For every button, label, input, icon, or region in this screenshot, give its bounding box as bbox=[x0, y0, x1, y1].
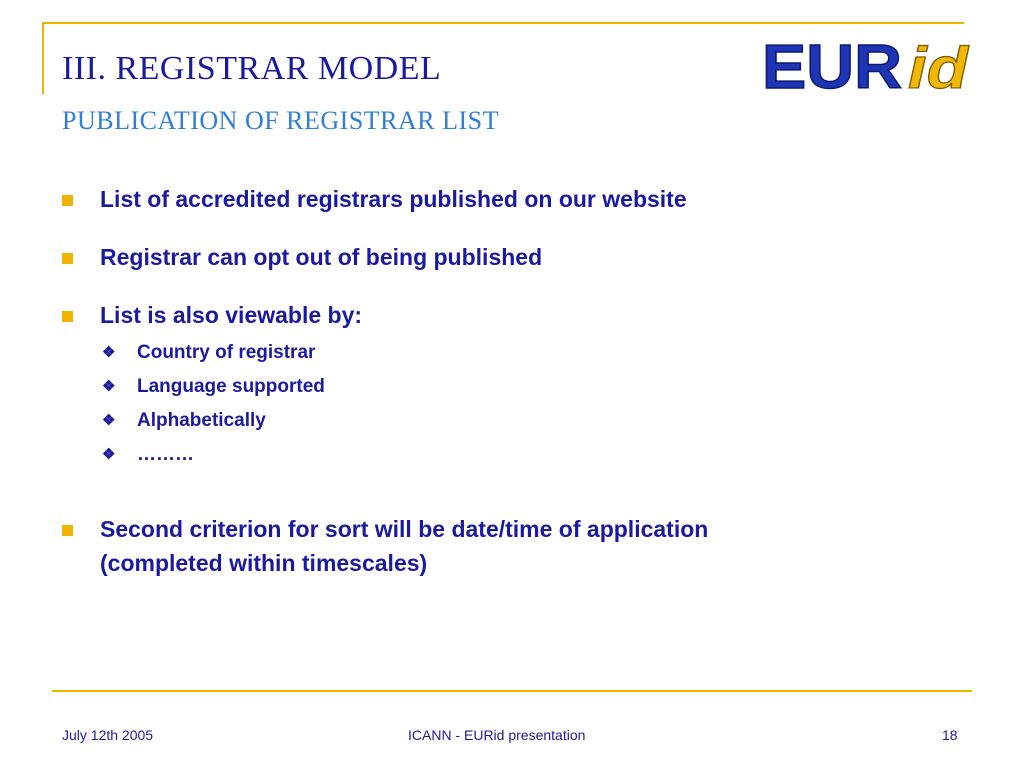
bullet-item-4 bbox=[62, 512, 962, 580]
logo-main-text: EUR bbox=[762, 33, 902, 100]
sub-bullet-text: Language supported bbox=[137, 376, 325, 397]
square-bullet-icon bbox=[62, 525, 73, 536]
square-bullet-icon bbox=[62, 311, 73, 322]
bullet-item-2 bbox=[62, 240, 962, 274]
diamond-bullet-icon: ❖ bbox=[102, 344, 116, 361]
diamond-bullet-icon: ❖ bbox=[102, 412, 116, 429]
sub-bullet-item-1 bbox=[62, 336, 962, 370]
bullet-item-3 bbox=[62, 298, 962, 332]
slide-subtitle: PUBLICATION OF REGISTRAR LIST bbox=[62, 106, 500, 135]
square-bullet-icon bbox=[62, 195, 73, 206]
sub-bullet-item-4 bbox=[62, 438, 962, 472]
diamond-bullet-icon: ❖ bbox=[102, 446, 116, 463]
sub-bullet-item-3 bbox=[62, 404, 962, 438]
page-number: 18 bbox=[942, 727, 958, 743]
bullet-text: Second criterion for sort will be date/time of application bbox=[100, 516, 709, 542]
footer-divider bbox=[52, 690, 972, 692]
sub-bullet-text: Country of registrar bbox=[137, 342, 316, 363]
footer-date: July 12th 2005 bbox=[62, 727, 154, 743]
left-frame-line bbox=[42, 22, 44, 94]
slide-title: III. REGISTRAR MODEL bbox=[62, 50, 442, 87]
bullet-item-1 bbox=[62, 182, 962, 216]
bullet-text: Registrar can opt out of being published bbox=[100, 244, 543, 270]
sub-bullet-text: ……… bbox=[137, 444, 194, 465]
sub-bullet-item-2 bbox=[62, 370, 962, 404]
bullet-text: List is also viewable by: bbox=[100, 302, 363, 328]
diamond-bullet-icon: ❖ bbox=[102, 378, 116, 395]
footer-title: ICANN - EURid presentation bbox=[408, 727, 586, 743]
top-frame-line bbox=[42, 22, 964, 24]
bullet-list bbox=[62, 182, 962, 580]
bullet-text-line2: (completed within timescales) bbox=[100, 550, 428, 576]
logo-accent-text: id bbox=[908, 36, 970, 100]
bullet-text: List of accredited registrars published on our website bbox=[100, 186, 687, 212]
sub-bullet-text: Alphabetically bbox=[137, 410, 266, 431]
eurid-logo bbox=[758, 30, 973, 100]
square-bullet-icon bbox=[62, 253, 73, 264]
